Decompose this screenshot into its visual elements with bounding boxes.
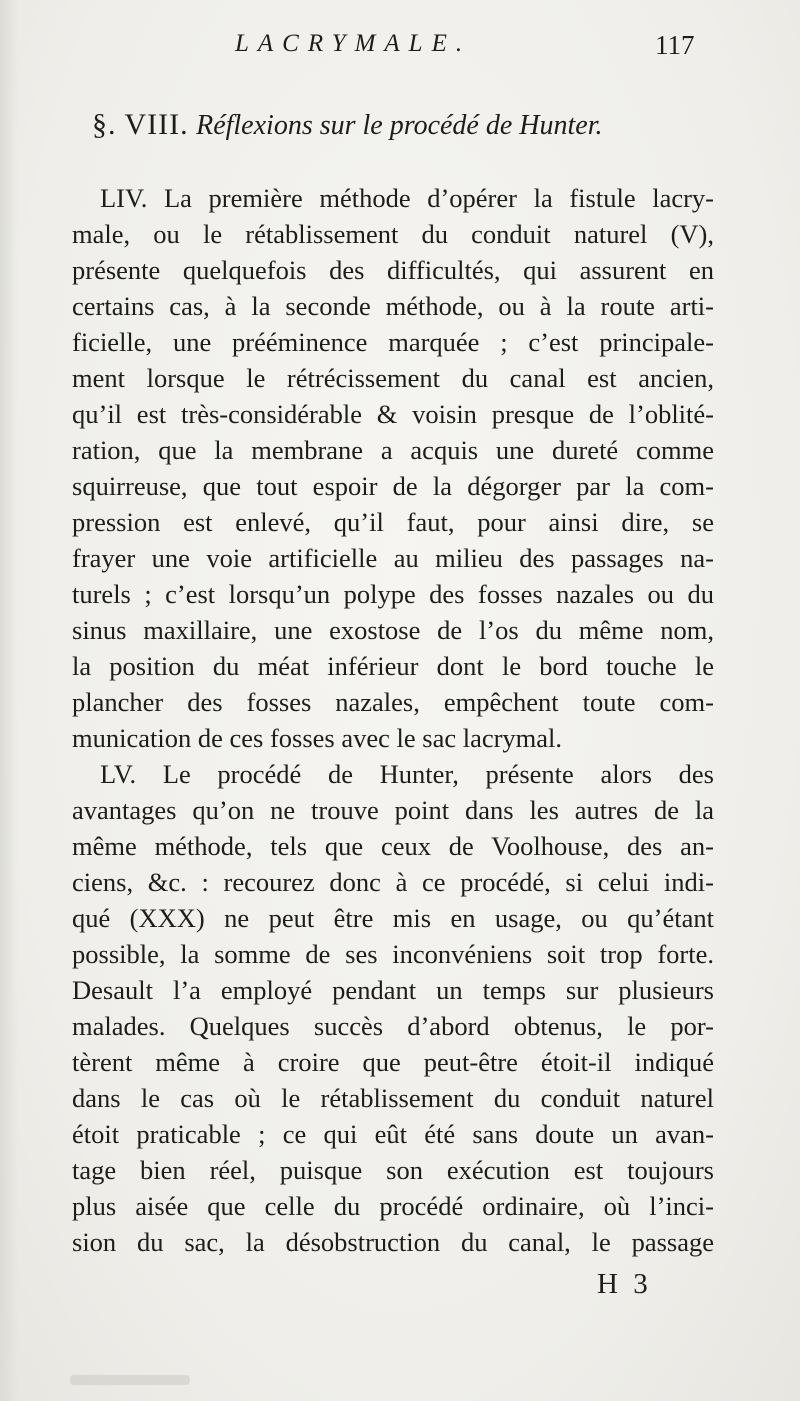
running-head: LACRYMALE. <box>235 30 472 57</box>
text-line: avantages qu’on ne trouve point dans les autres de la <box>72 795 714 825</box>
text-line: présente quelquefois des difficultés, qui assurent en <box>72 255 714 285</box>
text-line: plus aisée que celle du procédé ordinaire, où l’inci- <box>72 1191 714 1221</box>
text-line: ficielle, une prééminence marquée ; c’est principale- <box>72 327 714 357</box>
text-line: même méthode, tels que ceux de Voolhouse, des an- <box>72 831 714 861</box>
section-title: Réflexions sur le procédé de Hunter. <box>196 110 603 141</box>
text-line: pression est enlevé, qu’il faut, pour ainsi dire, se <box>72 507 714 537</box>
text-line: squirreuse, que tout espoir de la dégorger par la com- <box>72 471 714 501</box>
text-line: la position du méat inférieur dont le bord touche le <box>72 651 714 681</box>
text-line: LV. Le procédé de Hunter, présente alors des <box>100 759 714 789</box>
page-edge-shadow <box>0 0 18 1401</box>
text-line: ration, que la membrane a acquis une dureté comme <box>72 435 714 465</box>
text-line: qué (XXX) ne peut être mis en usage, ou qu’étant <box>72 903 714 933</box>
text-line: malades. Quelques succès d’abord obtenus, le por- <box>72 1011 714 1041</box>
text-line: frayer une voie artificielle au milieu des passages na- <box>72 543 714 573</box>
text-line: turels ; c’est lorsqu’un polype des fosses nazales ou du <box>72 579 714 609</box>
text-line: LIV. La première méthode d’opérer la fistule lacry- <box>100 183 714 213</box>
text-line: sinus maxillaire, une exostose de l’os du même nom, <box>72 615 714 645</box>
text-line: qu’il est très-considérable & voisin presque de l’oblité- <box>72 399 714 429</box>
text-line: male, ou le rétablissement du conduit naturel (V), <box>72 219 714 249</box>
section-number: §. VIII. <box>92 108 189 141</box>
text-line: certains cas, à la seconde méthode, ou à la route arti- <box>72 291 714 321</box>
text-line: dans le cas où le rétablissement du conduit naturel <box>72 1083 714 1113</box>
page-number: 117 <box>655 30 695 60</box>
paper-smudge <box>70 1375 190 1385</box>
text-line: étoit praticable ; ce qui eût été sans doute un avan- <box>72 1119 714 1149</box>
text-line: sion du sac, la désobstruction du canal, le passage <box>72 1227 714 1257</box>
text-line: tage bien réel, puisque son exécution est toujours <box>72 1155 714 1185</box>
section-heading <box>92 108 603 142</box>
text-line: ciens, &c. : recourez donc à ce procédé, si celui indi- <box>72 867 714 897</box>
signature-mark: H 3 <box>597 1268 652 1300</box>
text-line: ment lorsque le rétrécissement du canal est ancien, <box>72 363 714 393</box>
text-line: munication de ces fosses avec le sac lacrymal. <box>72 723 563 753</box>
text-line: possible, la somme de ses inconvéniens soit trop forte. <box>72 939 714 969</box>
text-line: Desault l’a employé pendant un temps sur plusieurs <box>72 975 714 1005</box>
text-line: plancher des fosses nazales, empêchent toute com- <box>72 687 714 717</box>
text-line: tèrent même à croire que peut-être étoit-il indiqué <box>72 1047 714 1077</box>
